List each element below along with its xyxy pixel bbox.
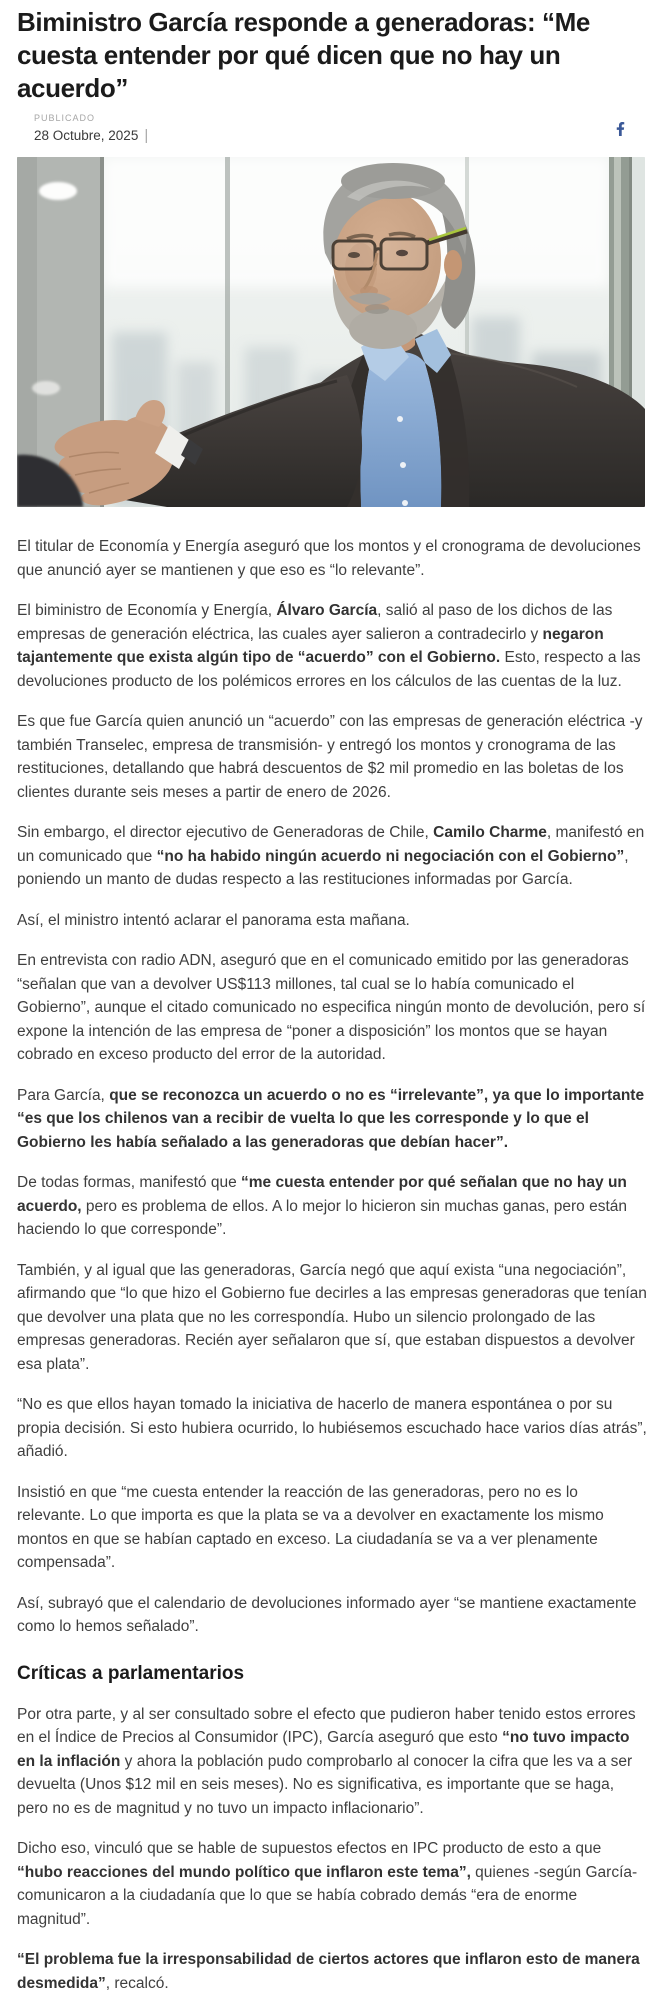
article-page xyxy=(0,6,664,1995)
text-run: , poniendo un manto de dudas respecto a las restituciones informadas por García. xyxy=(17,847,629,888)
text-run: , recalcó. xyxy=(105,1974,169,1992)
text-run: quienes -según García- comunicaron a la ciudadanía que lo que se había cobrado demás “era de enorme magnitud”. xyxy=(17,1863,638,1928)
article-paragraph xyxy=(17,1481,647,1575)
published-label: PUBLICADO xyxy=(34,113,96,123)
text-run: Así, subrayó que el calendario de devoluciones informado ayer “se mantiene exactamente como lo hemos señalado”. xyxy=(17,1594,637,1635)
bold-text-run: que se reconozca un acuerdo o no es “irrelevante”, ya que lo importante “es que los chilenos van a recibir de vuelta lo que les corresponde y lo que el Gobierno les había señalado a las generadoras que debían hacer”. xyxy=(17,1086,645,1151)
publish-date-row xyxy=(34,127,148,144)
article-paragraph xyxy=(17,1393,647,1464)
bold-text-run: “me cuesta entender por qué señalan que no hay un acuerdo, xyxy=(17,1174,627,1215)
text-run: El biministro de Economía y Energía, xyxy=(17,602,277,619)
bold-text-run: “no ha habido ningún acuerdo ni negociación con el Gobierno” xyxy=(156,847,625,865)
publish-date: 28 Octubre, 2025 xyxy=(34,128,139,143)
text-run: , manifestó en un comunicado que xyxy=(17,824,645,865)
article-paragraph xyxy=(17,1948,647,1995)
text-run: En entrevista con radio ADN, aseguró que en el comunicado emitido por las generadoras “señalan que van a devolver US$113 millones, tal cual se lo había comunicado el Gobierno”, aunque el citado comunicado no especifica ningún monto de devolución, pero sí expone la intención de las empresa de “poner a disposición” los montos que se hayan cobrado en exceso producto del error de la autoridad. xyxy=(17,952,646,1063)
article-paragraph xyxy=(17,949,647,1067)
article-paragraph xyxy=(17,821,647,892)
article-paragraph xyxy=(17,1084,647,1155)
bold-text-run: “no tuvo impacto en la inflación xyxy=(17,1729,630,1770)
ceiling-light-reflection xyxy=(39,182,77,200)
article-paragraph xyxy=(17,1592,647,1639)
text-run: El titular de Economía y Energía aseguró que los montos y el cronograma de devoluciones que anunció ayer se mantienen y que eso es “lo relevante”. xyxy=(17,538,641,579)
bold-text-run: “hubo reacciones del mundo político que inflaron este tema”, xyxy=(17,1863,471,1881)
text-run: “No es que ellos hayan tomado la iniciativa de hacerlo de manera espontánea o por su propia decisión. Si esto hubiera ocurrido, lo hubiésemos escuchado hace varios días atrás”, añadió. xyxy=(17,1396,647,1460)
article-paragraph xyxy=(17,909,647,933)
article-photo xyxy=(17,157,645,507)
article-paragraph xyxy=(17,599,647,693)
article-photo-illustration xyxy=(17,157,645,507)
article-paragraph xyxy=(17,535,647,582)
text-run: Esto, respecto a las devoluciones producto de los polémicos errores en los cálculos de las cuentas de la luz. xyxy=(17,649,641,690)
text-run: Para García, xyxy=(17,1086,110,1104)
text-run: De todas formas, manifestó que xyxy=(17,1174,242,1191)
text-run: También, y al igual que las generadoras, García negó que aquí exista “una negociación”, afirmando que “lo que hizo el Gobierno fue decirles a las empresas generadoras que tenían que devolver una plata que no les correspondía. Hubo un silencio prolongado de las empresas generadoras. Recién ayer señalaron que sí, que estaban dispuestos a devolver esa plata”. xyxy=(17,1261,647,1373)
text-run: Insistió en que “me cuesta entender la reacción de las generadoras, pero no es lo relevante. Lo que importa es que la plata se va a devolver en exactamente los mismo montos en que se habían captado en exceso. La ciudadanía se va a ver plenamente compensada”. xyxy=(17,1483,604,1571)
text-run: Sin embargo, el director ejecutivo de Generadoras de Chile, xyxy=(17,824,434,841)
publish-info xyxy=(34,113,148,144)
page-title: Biministro García responde a generadoras: “Me cuesta entender por qué dicen que no hay un acuerdo” xyxy=(17,7,590,103)
ear xyxy=(444,250,462,280)
bold-text-run: “El problema fue la irresponsabilidad de ciertos actores que inflaron esto de manera desmedida” xyxy=(17,1951,640,1992)
bold-text-run: Camilo Charme xyxy=(433,824,547,841)
glasses xyxy=(333,239,427,269)
bold-text-run: negaron tajantemente que exista algún tipo de “acuerdo” con el Gobierno. xyxy=(17,625,604,666)
facebook-icon xyxy=(616,122,625,136)
text-run: y ahora la población pudo comprobarlo al conocer la cifra que les va a ser devuelta (Unos $12 mil en seis meses). No es significativa, es importante que se haga, pero no es de magnitud y no tuvo un impacto inflacionario”. xyxy=(17,1752,633,1817)
article-paragraph xyxy=(17,1171,647,1242)
date-separator: | xyxy=(144,127,149,144)
text-run: pero es problema de ellos. A lo mejor lo hicieron sin muchas ganas, pero están haciendo lo que corresponde”. xyxy=(17,1197,628,1238)
text-run: Dicho eso, vinculó que se hable de supuestos efectos en IPC producto de esto a que xyxy=(17,1840,602,1857)
text-run: Por otra parte, y al ser consultado sobre el efecto que pudieron haber tenido estos errores en el Índice de Precios al Consumidor (IPC), García aseguró que esto xyxy=(17,1705,636,1746)
article-body xyxy=(17,535,647,1995)
article-paragraph xyxy=(17,710,647,804)
article-meta xyxy=(17,113,647,144)
article-paragraph xyxy=(17,1703,647,1821)
text-run: , salió al paso de los dichos de las empresas de generación eléctrica, las cuales ayer salieron a contradecirlo y xyxy=(17,602,613,643)
facebook-share-button[interactable] xyxy=(613,121,627,137)
article-container xyxy=(0,6,664,1995)
text-run: Es que fue García quien anunció un “acuerdo” con las empresas de generación eléctrica -y también Transelec, empresa de transmisión- y entregó los montos y cronograma de las restituciones, detallando que habrá descuentos de $2 mil promedio en las boletas de los clientes durante seis meses a partir de enero de 2026. xyxy=(17,713,643,801)
bold-text-run: Álvaro García xyxy=(276,602,378,619)
section-subheading: Críticas a parlamentarios xyxy=(17,1662,245,1684)
text-run: Así, el ministro intentó aclarar el panorama esta mañana. xyxy=(17,911,410,929)
article-paragraph xyxy=(17,1837,647,1931)
article-paragraph xyxy=(17,1259,647,1377)
